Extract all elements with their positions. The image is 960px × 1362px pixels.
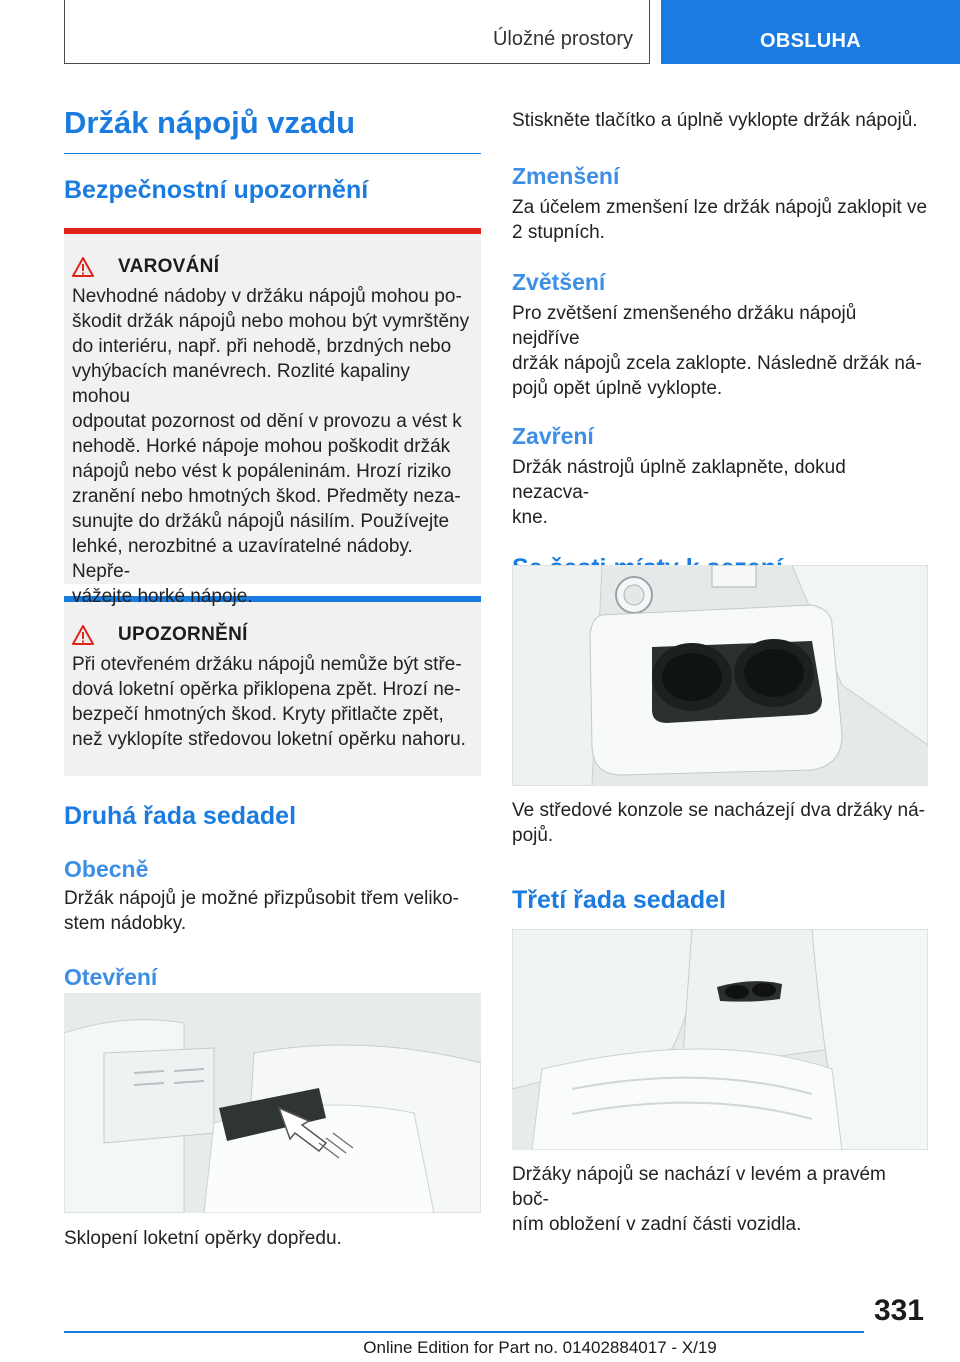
second-row-heading: Druhá řada sedadel <box>64 802 297 830</box>
warning-title: VAROVÁNÍ <box>118 256 220 277</box>
opening-heading: Otevření <box>64 964 158 990</box>
side-trim-image <box>512 929 928 1150</box>
header-section-box <box>64 0 650 64</box>
header-chapter-tab: OBSLUHA <box>661 0 960 64</box>
close-heading: Zavření <box>512 423 594 449</box>
right-column <box>512 108 928 584</box>
six-seats-caption: Ve středové konzole se nacházejí dva držáky ná- pojů. <box>512 800 925 846</box>
close-text: Držák nástrojů úplně zaklapněte, dokud nezacva- kne. <box>512 457 846 528</box>
armrest-caption: Sklopení loketní opěrky dopředu. <box>64 1228 342 1249</box>
enlarge-heading: Zvětšení <box>512 269 606 295</box>
third-row-caption: Držáky nápojů se nachází v levém a pravém boč- ním obložení v zadní části vozidla. <box>512 1164 886 1235</box>
safety-heading: Bezpečnostní upozornění <box>64 176 369 204</box>
reduce-heading: Zmenšení <box>512 163 620 189</box>
notice-title: UPOZORNĚNÍ <box>118 624 248 645</box>
footer-edition: Online Edition for Part no. 01402884017 - X/19 <box>363 1338 717 1357</box>
warning-triangle-icon <box>72 625 94 645</box>
general-heading: Obecně <box>64 856 149 882</box>
warning-triangle-icon <box>72 257 94 277</box>
notice-box <box>64 596 481 776</box>
enlarge-text: Pro zvětšení zmenšeného držáku nápojů nejdříve držák nápojů zcela zaklopte. Následně držák ná- pojů opět úplně vyklopte. <box>512 303 922 399</box>
armrest-image <box>64 993 481 1213</box>
general-text: Držák nápojů je možné přizpůsobit třem veliko- stem nádobky. <box>64 888 459 934</box>
intro-text: Stiskněte tlačítko a úplně vyklopte držák nápojů. <box>512 110 918 131</box>
notice-text: Při otevřeném držáku nápojů nemůže být stře- dová loketní opěrka přiklopena zpět. Hrozí ne- bezpečí hmotných škod. Kryty přitlačte zpět, než vyklopíte středovou loketní opěrku nahoru. <box>72 654 466 750</box>
warning-text: Nevhodné nádoby v držáku nápojů mohou po- škodit držák nápojů nebo mohou být vymrštěny do interiéru, např. při nehodě, brzdných nebo vyhýbacích manévrech. Rozlité kapaliny mohou odpoutat pozornost od dění v provozu a vést k nehodě. Horké nápoje mohou poškodit držák nápojů nebo vést k popáleninám. Hrozí riziko zranění nebo hmotných škod. Předměty neza- sunujte do držáků nápojů násilím. Používejte lehké, nerozbitné a uzavíratelné nádoby. Nepře- vážejte horké nápoje. <box>72 286 470 607</box>
third-row-heading: Třetí řada sedadel <box>512 886 726 914</box>
header-section-title: Úložné prostory <box>492 28 633 50</box>
page-title: Držák nápojů vzadu <box>64 104 481 154</box>
cupholder-image <box>512 565 928 786</box>
page-number: 331 <box>873 1294 924 1327</box>
warning-header <box>64 234 481 278</box>
warning-box <box>64 228 481 607</box>
left-column <box>64 104 481 992</box>
reduce-text: Za účelem zmenšení lze držák nápojů zaklopit ve 2 stupních. <box>512 197 928 243</box>
footer-divider <box>64 1331 864 1333</box>
